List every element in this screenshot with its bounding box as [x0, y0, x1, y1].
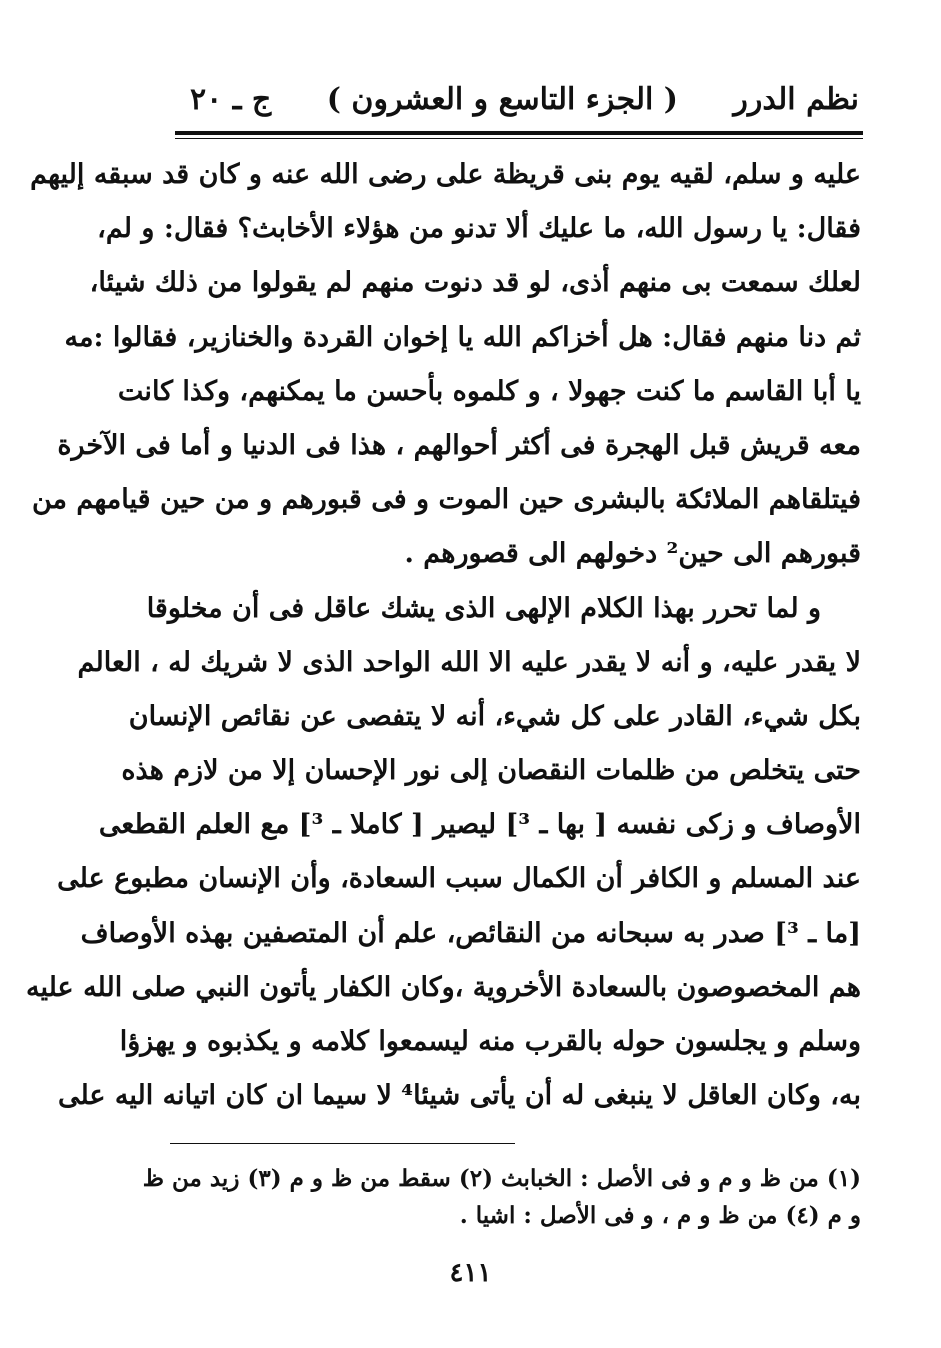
page-number: ٤١١: [449, 1258, 492, 1288]
footnote-line: (١) من ظ و م و فى الأصل : الخبابث (٢) سقط من ظ و م (٣) زيد من ظ: [142, 1165, 861, 1192]
text-line: عند المسلم و الكافر أن الكمال سبب السعادة، وأن الإنسان مطبوع على: [57, 863, 861, 895]
text-line: و لما تحرر بهذا الكلام الإلهى الذى يشك عاقل فى أن مخلوقا: [146, 592, 821, 624]
volume-number: ج ـ ٢٠: [190, 81, 272, 117]
text-line: عليه و سلم، لقيه يوم بنى قريظة على رضى الله عنه و كان قد سبقه إليهم: [30, 159, 861, 190]
paragraph-1: [30, 148, 861, 582]
text-line: يا أبا القاسم ما كنت جهولا ، و كلموه بأحسن ما يمكنهم، وكذا كانت: [117, 375, 861, 407]
text-line: قبورهم الى حين² دخولهم الى قصورهم .: [404, 538, 861, 570]
text-line: معه قريش قبل الهجرة فى أكثر أحوالهم ، هذا فى الدنيا و أما فى الآخرة: [57, 429, 861, 461]
text-line: حتى يتخلص من ظلمات النقصان إلى نور الإحسان إلا من لازم هذه: [121, 755, 861, 787]
text-line: هم المخصوصون بالسعادة الأخروية ،وكان الكفار يأتون النبي صلى الله عليه: [26, 971, 861, 1003]
text-line: وسلم و يجلسون حوله بالقرب منه ليسمعوا كلامه و يكذبوه و يهزؤا: [119, 1026, 861, 1057]
part-title: ( الجزء التاسع و العشرون ): [326, 81, 678, 117]
running-header: [190, 74, 859, 124]
header-rule-thick: [175, 131, 863, 135]
text-line: لعلك سمعت بى منهم أذى، لو قد دنوت منهم لم يقولوا من ذلك شيئا،: [89, 267, 861, 299]
text-line: فيتلقاهم الملائكة بالبشرى حين الموت و فى قبورهم و من حين قيامهم من: [31, 484, 861, 516]
footnote-line: و م (٤) من ظ و م ، و فى الأصل : اشيا .: [459, 1202, 861, 1229]
book-title: نظم الدرر: [733, 81, 859, 117]
text-line: به، وكان العاقل لا ينبغى له أن يأتى شيئا⁴ لا سيما ان كان اتيانه اليه على: [57, 1080, 861, 1112]
paragraph-2: [26, 582, 861, 1124]
main-text: [26, 148, 861, 1123]
footnotes: [142, 1160, 861, 1234]
text-line: ثم دنا منهم فقال: هل أخزاكم الله يا إخوان القردة والخنازير، فقالوا :مه: [64, 321, 861, 353]
text-line: بكل شيء، القادر على كل شيء، أنه لا يتفصى عن نقائص الإنسان: [128, 700, 861, 732]
text-line: فقال: يا رسول الله، ما عليك ألا تدنو من هؤلاء الأخابث؟ فقال: و لم،: [97, 213, 861, 245]
footnote-separator: [170, 1143, 515, 1144]
text-line: [ما ـ ³] صدر به سبحانه من النقائص، علم أن المتصفين بهذه الأوصاف: [80, 917, 861, 949]
text-line: لا يقدر عليه، و أنه لا يقدر عليه الا الله الواحد الذى لا شريك له ، العالم: [77, 646, 861, 678]
header-rule-thin: [175, 138, 863, 139]
text-line: الأوصاف و زكى نفسه [ بها ـ ³] ليصير [ كاملا ـ ³] مع العلم القطعى: [98, 809, 861, 841]
